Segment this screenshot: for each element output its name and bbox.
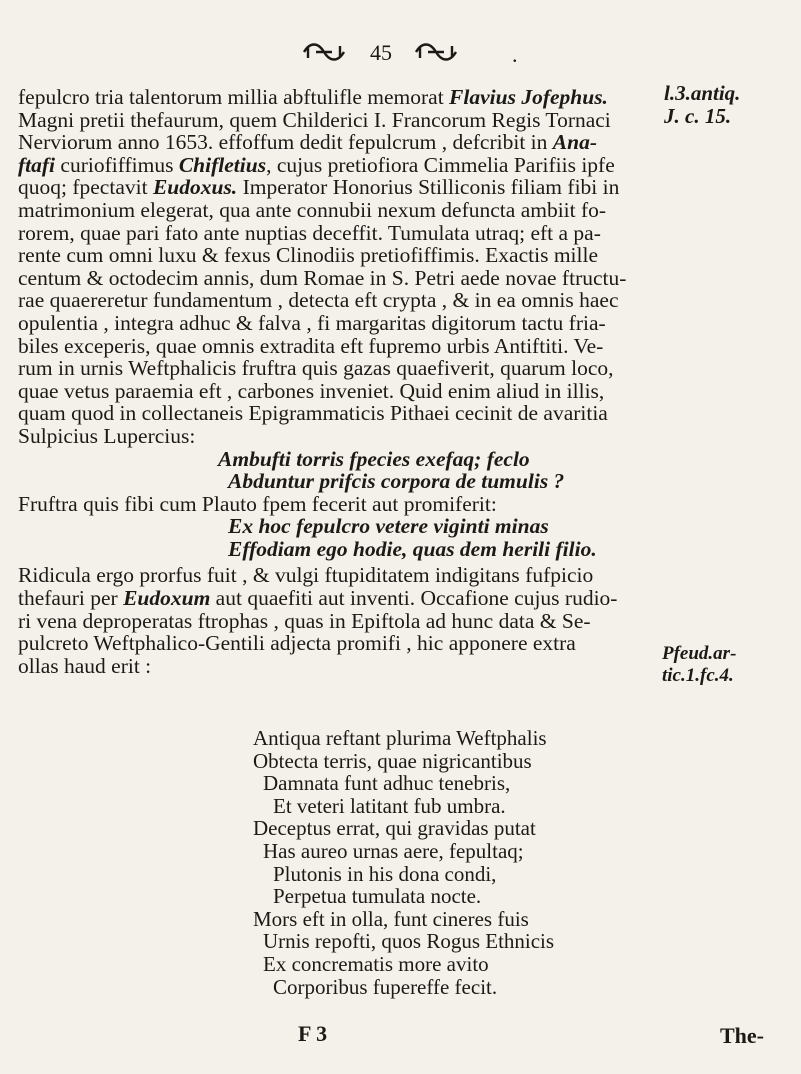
poem-line: Antiqua reftant plurima Weftphalis	[253, 726, 547, 750]
epigram-line: Abduntur prifcis corpora de tumulis ?	[228, 469, 565, 494]
italic-name: Chifletius	[178, 152, 267, 177]
poem-line: Plutonis in his dona condi,	[273, 861, 497, 886]
ornament-icon	[412, 40, 460, 64]
epigram-line: Ex hoc fepulcro vetere viginti minas	[228, 514, 549, 539]
text-run: ri vena deproperatas ftrophas , quas in Epiftola ad hunc data & Se-	[18, 608, 591, 633]
text-line	[18, 425, 778, 448]
poem-line: Ex concrematis more avito	[263, 951, 489, 976]
text-line	[18, 610, 778, 633]
text-line	[18, 109, 778, 132]
margin-note-line: l.3.antiq.	[664, 81, 741, 105]
text-run: quae vetus paraemia eft , carbones inveniet. Quid enim aliud in illis,	[18, 378, 605, 403]
text-run: Magni pretii thefaurum, quem Childerici I. Francorum Regis Tornaci	[18, 107, 611, 132]
text-run: Ridicula ergo prorfus fuit , & vulgi ftupiditatem indigitans fufpicio	[18, 563, 594, 588]
margin-note-line: Pfeud.ar-	[662, 643, 737, 664]
text-run: opulentia , integra adhuc & falva , fi margaritas digitorum tactu fria-	[18, 310, 606, 335]
poem-line: Mors eft in olla, funt cineres fuis	[253, 906, 529, 931]
text-line	[18, 357, 778, 380]
main-text	[18, 86, 778, 677]
paragraph	[18, 86, 778, 448]
margin-note	[662, 643, 736, 687]
poem-line: Obtecta terris, quae nigricantibus	[253, 748, 532, 773]
poem	[235, 727, 554, 998]
text-line	[18, 312, 778, 335]
text-line	[18, 380, 778, 403]
poem-line: Perpetua tumulata nocte.	[273, 884, 482, 909]
text-run: quoq; fpectavit	[18, 175, 153, 200]
text-run: rae quaereretur fundamentum , detecta eft crypta , & in ea omnis haec	[18, 288, 619, 313]
running-head	[300, 40, 660, 74]
text-run: fepulcro tria talentorum millia abftulifle memorat	[18, 85, 450, 109]
text-line	[18, 402, 778, 425]
text-line	[18, 244, 778, 267]
text-line	[18, 86, 778, 109]
text-line: Fruftra quis fibi cum Plauto fpem fecerit aut promiferit:	[18, 491, 497, 516]
text-run: matrimonium elegerat, qua ante connubii nexum defuncta ambiit fo-	[18, 197, 607, 222]
epigram-line: Ambufti torris fpecies exefaq; feclo	[218, 446, 530, 471]
margin-note-line: tic.1.fc.4.	[662, 665, 734, 686]
text-run: Nerviorum anno 1653. effoffum dedit fepulcrum , defcribit in	[18, 130, 553, 155]
text-line	[18, 587, 778, 610]
margin-note-line: J. c. 15.	[664, 103, 732, 128]
text-run: biles exceperis, quae omnis extradita eft fupremo urbis Antiftiti. Ve-	[18, 333, 604, 358]
text-line	[18, 564, 778, 587]
signature-mark: F 3	[298, 1021, 328, 1046]
text-line	[18, 267, 778, 290]
italic-name: Eudoxum	[123, 586, 211, 611]
poem-line: Deceptus errat, qui gravidas putat	[253, 816, 536, 841]
text-run: centum & octodecim annis, dum Romae in S. Petri aede novae ftructu-	[18, 265, 627, 290]
text-run: aut quaefiti aut inventi. Occafione cujus rudio-	[210, 586, 618, 611]
poem-line: Has aureo urnas aere, fepultaq;	[263, 838, 524, 863]
poem-line: Et veteri latitant fub umbra.	[273, 793, 506, 818]
poem-line: Corporibus fupereffe fecit.	[273, 974, 498, 999]
text-run: ollas haud erit :	[18, 653, 152, 678]
text-run: pulcreto Weftphalico-Gentili adjecta promifi , hic apponere extra	[18, 631, 576, 656]
text-line	[18, 131, 778, 154]
page-number: 45	[370, 40, 392, 65]
italic-name: Flavius Jofephus.	[449, 85, 608, 109]
text-run: rum in urnis Weftphalicis fruftra quis gazas quaefiverit, quarum loco,	[18, 356, 614, 381]
italic-name: Ana-	[552, 130, 597, 155]
text-line	[18, 335, 778, 358]
text-line	[18, 176, 778, 199]
text-line	[18, 154, 778, 177]
ornament-icon	[300, 40, 348, 64]
poem-line: Urnis repofti, quos Rogus Ethnicis	[263, 929, 555, 954]
text-run: rente cum omni luxu & fexus Clinodiis pretiofiffimis. Exactis mille	[18, 243, 599, 268]
text-run: curiofiffimus	[55, 152, 179, 177]
text-run: , cujus pretiofiora Cimmelia Parifiis ipfe	[266, 152, 615, 177]
header-mark: .	[512, 42, 518, 67]
catchword: The-	[720, 1023, 764, 1048]
epigram-line: Effodiam ego hodie, quas dem herili filio.	[228, 536, 597, 561]
italic-name: ftafi	[18, 152, 56, 177]
text-run: rorem, quae pari fato ante nuptias deceffit. Tumulata utraq; eft a pa-	[18, 220, 601, 245]
text-run: Imperator Honorius Stilliconis filiam fibi in	[237, 175, 620, 200]
text-run: thefauri per	[18, 586, 124, 611]
poem-line: Damnata funt adhuc tenebris,	[263, 771, 511, 796]
text-run: quam quod in collectaneis Epigrammaticis Pithaei cecinit de avaritia	[18, 401, 608, 426]
text-run: Sulpicius Lupercius:	[18, 423, 196, 448]
italic-name: Eudoxus.	[152, 175, 238, 200]
text-line	[18, 289, 778, 312]
text-line	[18, 222, 778, 245]
text-line	[18, 199, 778, 222]
